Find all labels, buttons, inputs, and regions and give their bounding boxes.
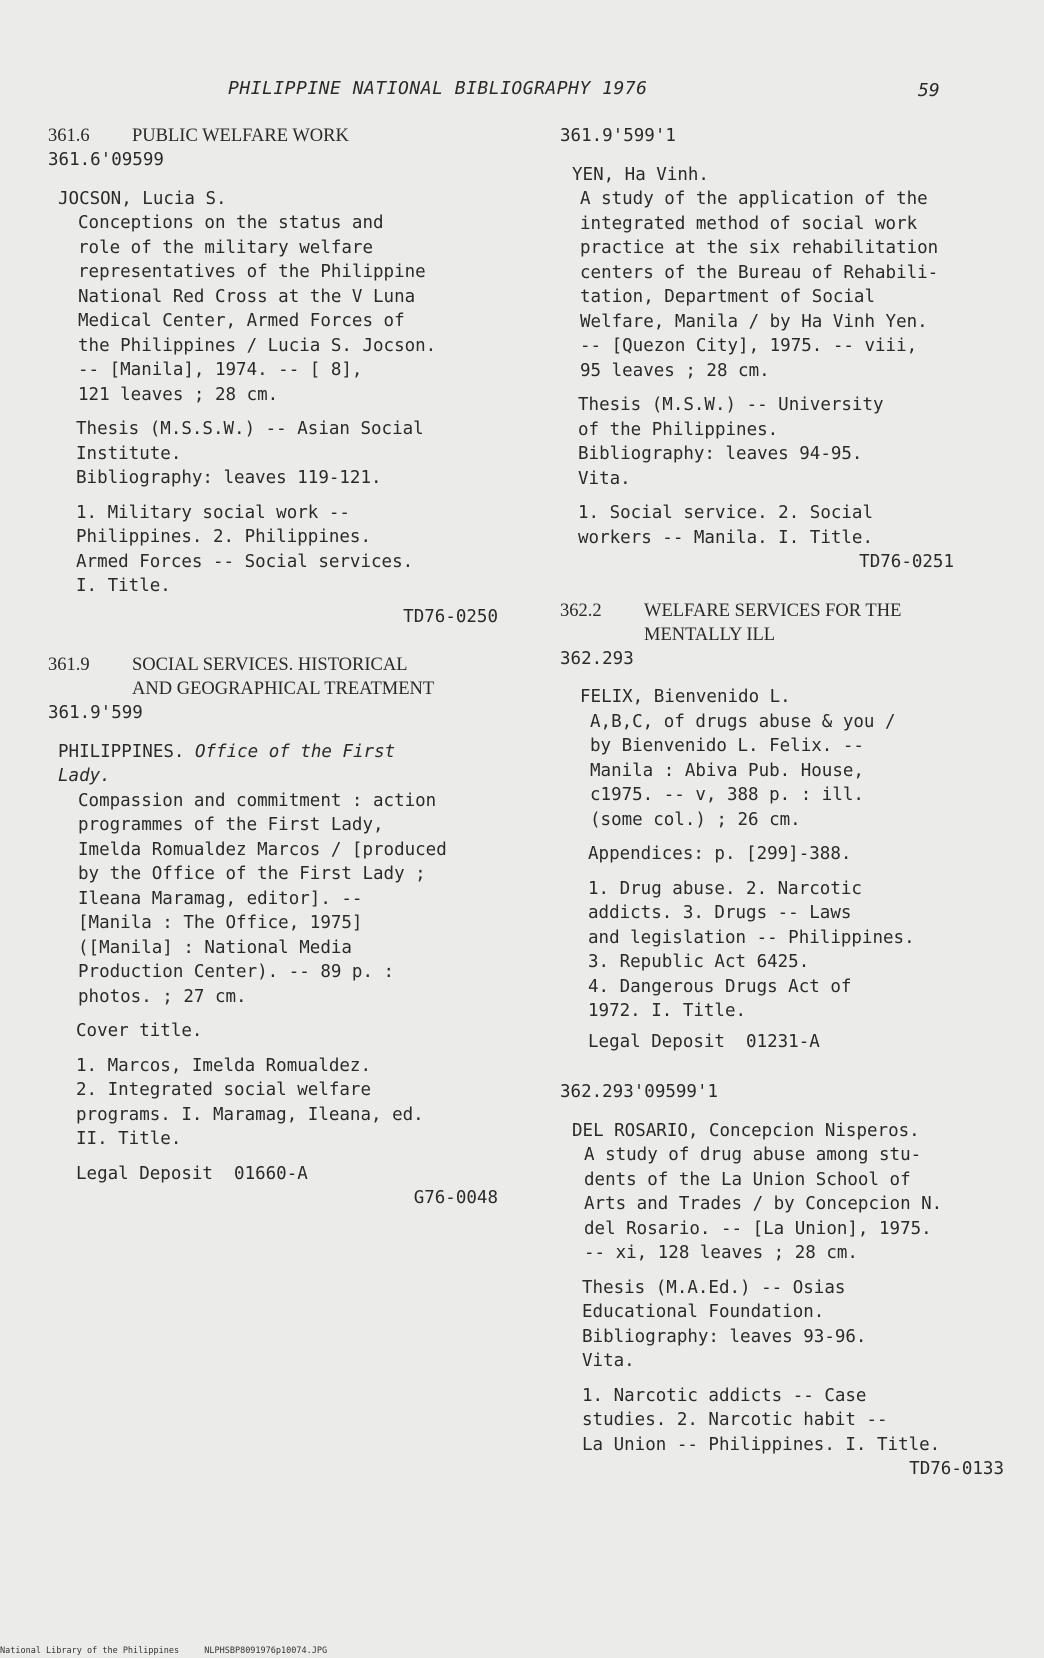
tracing-line: 2. Integrated social welfare [76,1080,372,1100]
entry-notes [566,842,1016,867]
tracing-line: La Union -- Philippines. I. Title. [582,1434,941,1455]
catalog-entry [566,685,1016,1054]
entry-tracings [48,1054,498,1152]
section-title: PUBLIC WELFARE WORK [132,126,349,146]
entry-notes [48,1019,498,1044]
corporate-subdivision-cont: Lady. [58,766,111,786]
catalog-entry [48,740,498,1211]
note-line: Vita. [582,1351,635,1371]
catalog-entry [48,187,498,630]
section-title: SOCIAL SERVICES. HISTORICAL [132,655,408,675]
tracing-line: Philippines. 2. Philippines. [76,527,372,547]
file-name: NLPHSBP8091976p10074.JPG [204,1646,328,1656]
body-line: photos. ; 27 cm. [78,986,247,1007]
section-title-cont: MENTALLY ILL [644,624,776,645]
sub-class-number: 361.6'09599 [48,150,164,170]
class-number: 361.9 [48,655,90,675]
note-line: Vita. [578,468,631,489]
body-line: Conceptions on the status and [78,213,384,233]
body-line: programmes of the First Lady, [78,815,384,835]
note-line: Bibliography: leaves 93-96. [582,1326,867,1347]
class-number: 361.6 [48,126,90,146]
entry-tracings [566,877,1016,1024]
body-line: dents of the La Union School of [584,1169,911,1190]
body-line: tation, Department of Social [580,287,876,307]
tracing-line: studies. 2. Narcotic habit -- [582,1410,888,1430]
library-name: National Library of the Philippines [0,1646,180,1656]
body-line: Welfare, Manila / by Ha Vinh Yen. [580,311,928,332]
catalog-entry [566,1119,1016,1482]
body-line: A study of the application of the [580,189,928,209]
tracing-line: programs. I. Maramag, Ileana, ed. [76,1104,424,1125]
tracing-line: Armed Forces -- Social services. [76,551,414,572]
sub-class-number: 362.293'09599'1 [560,1082,719,1102]
body-line: A,B,C, of drugs abuse & you / [590,711,896,732]
tracing-line: 1. Drug abuse. 2. Narcotic [588,878,862,899]
body-line: the Philippines / Lucia S. Jocson. [78,335,437,356]
entry-author [58,740,498,765]
body-line: by Bienvenido L. Felix. -- [590,736,864,756]
body-line: practice at the six rehabilitation [580,238,939,258]
entry-body [48,789,498,1010]
body-line: Arts and Trades / by Concepcion N. [584,1194,943,1214]
body-line: role of the military welfare [78,237,374,258]
tracing-line: I. Title. [76,576,171,596]
body-line: c1975. -- v, 388 p. : ill. [590,785,864,805]
body-line: representatives of the Philippine [78,262,426,282]
entry-author: DEL ROSARIO, Concepcion Nisperos. [572,1120,920,1141]
tracing-line: II. Title. [76,1129,182,1149]
note-line: Institute. [76,443,182,464]
accession-number: TD76-0250 [403,606,498,627]
body-line: Compassion and commitment : action [78,790,437,811]
body-line: Manila : Abiva Pub. House, [590,760,864,781]
tracing-line: 1972. I. Title. [588,1001,747,1021]
body-line: A study of drug abuse among stu- [584,1145,922,1165]
tracing-line: 3. Republic Act 6425. [588,952,810,972]
entry-tracings [48,501,498,599]
entry-author: YEN, Ha Vinh. [572,164,709,185]
corporate-author: PHILIPPINES. [58,741,185,762]
note-line: of the Philippines. [578,419,779,440]
body-line: Production Center). -- 89 p. : [78,962,395,982]
tracing-line: 1. Social service. 2. Social [578,503,874,523]
accession-number: G76-0048 [413,1188,498,1208]
running-title: PHILIPPINE NATIONAL BIBLIOGRAPHY 1976 [228,78,648,99]
note-line: Educational Foundation. [582,1302,825,1322]
body-line: [Manila : The Office, 1975] [78,913,363,933]
body-line: integrated method of social work [580,213,918,234]
note-line: Bibliography: leaves 119-121. [76,468,382,488]
body-line: centers of the Bureau of Rehabili- [580,262,939,283]
body-line: Ileana Maramag, editor]. -- [78,888,363,909]
entry-body [566,187,1016,383]
body-line: 121 leaves ; 28 cm. [78,384,279,405]
tracing-line: 1. Military social work -- [76,502,350,523]
body-line: -- [Manila], 1974. -- [ 8], [78,360,363,380]
scan-footer [0,1646,347,1656]
entry-tracings [566,501,1016,550]
section-title-cont: AND GEOGRAPHICAL TREATMENT [132,679,435,699]
entry-author: JOCSON, Lucia S. [58,188,227,209]
section-heading [560,599,1016,647]
section-heading [48,653,498,701]
note-line: Thesis (M.S.W.) -- University [578,395,884,415]
body-line: Imelda Romualdez Marcos / [produced [78,839,447,860]
sub-class-number: 361.9'599 [48,703,143,723]
section-heading [48,124,498,148]
tracing-line: and legislation -- Philippines. [588,927,915,948]
entry-body [566,1143,1016,1266]
note-line: Bibliography: leaves 94-95. [578,444,863,464]
sub-class-number: 361.9'599'1 [560,126,676,146]
sub-class-number: 362.293 [560,648,634,669]
entry-notes [566,393,1016,491]
entry-body [48,211,498,407]
body-line: ([Manila] : National Media [78,937,352,958]
right-column [560,124,1016,1482]
note-line: Thesis (M.S.S.W.) -- Asian Social [76,419,424,439]
note-line: Cover title. [76,1021,203,1041]
corporate-subdivision: Office of the First [194,741,396,762]
legal-deposit: Legal Deposit 01660-A [76,1163,308,1184]
note-line: Thesis (M.A.Ed.) -- Osias [582,1277,846,1298]
entry-notes [566,1276,1016,1374]
body-line: Medical Center, Armed Forces of [78,311,405,331]
body-line: -- xi, 128 leaves ; 28 cm. [584,1243,858,1263]
entry-body [566,710,1016,833]
section-title: WELFARE SERVICES FOR THE [644,600,902,621]
body-line: -- [Quezon City], 1975. -- viii, [580,336,918,356]
entry-notes [48,417,498,491]
accession-number: TD76-0133 [909,1459,1004,1479]
tracing-line: addicts. 3. Drugs -- Laws [588,903,852,923]
entry-tracings [566,1384,1016,1458]
page-number: 59 [918,80,940,101]
body-line: by the Office of the First Lady ; [78,864,426,884]
class-number: 362.2 [560,600,602,621]
catalog-entry [566,163,1016,575]
accession-number: TD76-0251 [859,552,954,572]
body-line: 95 leaves ; 28 cm. [580,360,770,381]
tracing-line: 1. Marcos, Imelda Romualdez. [76,1055,372,1076]
left-column [48,124,498,1211]
note-line: Appendices: p. [299]-388. [588,844,852,864]
entry-author: FELIX, Bienvenido L. [580,687,791,707]
body-line: National Red Cross at the V Luna [78,286,416,307]
tracing-line: workers -- Manila. I. Title. [578,527,874,548]
tracing-line: 4. Dangerous Drugs Act of [588,976,852,997]
body-line: (some col.) ; 26 cm. [590,809,801,830]
body-line: del Rosario. -- [La Union], 1975. [584,1218,932,1239]
tracing-line: 1. Narcotic addicts -- Case [582,1385,867,1406]
legal-deposit: Legal Deposit 01231-A [588,1031,820,1052]
